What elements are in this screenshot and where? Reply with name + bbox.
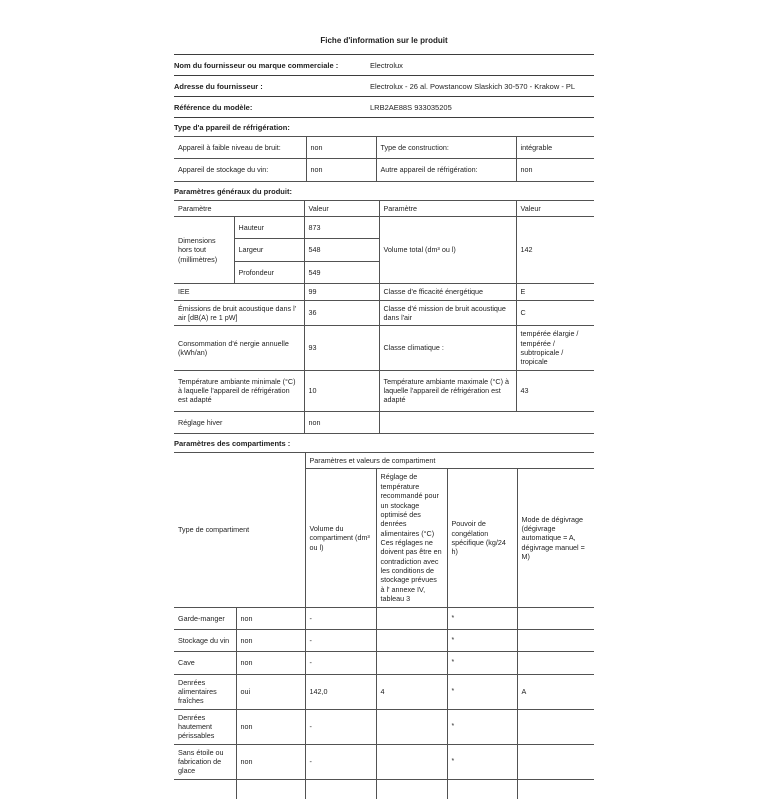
compartment-freeze: *: [447, 744, 517, 779]
model-reference-value: LRB2AE88S 933035205: [370, 97, 594, 118]
param-label: Dimensions hors tout (millimètres): [174, 217, 234, 284]
param-label: IEE: [174, 284, 304, 300]
table-row: [174, 76, 594, 97]
compartment-freeze: *: [447, 709, 517, 744]
compartment-present: non: [236, 629, 305, 651]
param-label: Appareil à faible niveau de bruit:: [174, 137, 306, 159]
compartment-freeze: *: [447, 652, 517, 674]
param-label: Autre appareil de réfrigération:: [376, 159, 516, 181]
compartment-temp: [376, 629, 447, 651]
param-label: Volume total (dm³ ou l): [379, 217, 516, 284]
model-reference-label: Référence du modèle:: [174, 97, 370, 118]
section-heading-type: Type d'a ppareil de réfrigération:: [174, 123, 290, 132]
empty-cell: [379, 411, 594, 433]
param-value: intégrable: [516, 137, 594, 159]
param-value: 10: [304, 370, 379, 411]
compartment-volume: -: [305, 607, 376, 629]
param-label: Température ambiante minimale (°C) à laquelle l'appareil de réfrigération est adapté: [174, 370, 304, 411]
supplier-name-label: Nom du fournisseur ou marque commerciale :: [174, 55, 370, 76]
supplier-address-label: Adresse du fournisseur :: [174, 76, 370, 97]
compartment-present: non: [236, 709, 305, 744]
compartment-present: non: [236, 652, 305, 674]
param-value: non: [306, 159, 376, 181]
compartment-defrost: A: [517, 674, 594, 709]
compartment-name: Denrées hautement périssables: [174, 709, 236, 744]
compartment-temp: [376, 607, 447, 629]
param-value: non: [306, 137, 376, 159]
table-row: [174, 629, 594, 651]
param-value: non: [516, 159, 594, 181]
param-label: Consommation d'é nergie annuelle (kWh/an): [174, 326, 304, 370]
compartment-temp: [376, 652, 447, 674]
supplier-name-value: Electrolux: [370, 55, 594, 76]
table-row: [174, 709, 594, 744]
supplier-info-table: [174, 55, 594, 118]
table-row-partial: [174, 779, 594, 799]
param-value: 43: [516, 370, 594, 411]
table-row: [174, 744, 594, 779]
compartment-volume: -: [305, 709, 376, 744]
compartment-defrost: [517, 709, 594, 744]
compartment-volume: -: [305, 744, 376, 779]
param-label: Appareil de stockage du vin:: [174, 159, 306, 181]
compartment-name: Denrées alimentaires fraîches: [174, 674, 236, 709]
table-row: [174, 137, 594, 159]
compartment-freeze: *: [447, 607, 517, 629]
column-header: Paramètre: [379, 200, 516, 216]
column-header: Mode de dégivrage (dégivrage automatique = A, dégivrage manuel = M): [517, 469, 594, 607]
span-column-header: Paramètres et valeurs de compartiment: [305, 453, 594, 469]
table-row: [174, 326, 594, 370]
compartment-volume: 142,0: [305, 674, 376, 709]
param-label: Classe d'e fficacité énergétique: [379, 284, 516, 300]
compartment-volume: -: [305, 652, 376, 674]
table-row: [174, 652, 594, 674]
table-row: [174, 411, 594, 433]
empty-cell: [305, 779, 376, 799]
dimension-value: 873: [304, 217, 379, 239]
param-label: Classe d'é mission de bruit acoustique dans l'air: [379, 300, 516, 326]
section-heading-general: Paramètres généraux du produit:: [174, 186, 292, 196]
table-row: [174, 200, 594, 216]
column-header: Réglage de température recommandé pour un stockage optimisé des denrées alimentaires (°C) Ces réglages ne doivent pas être en contradiction avec les conditions de stockage prévues à l' annexe IV, tableau 3: [376, 469, 447, 607]
dimension-name: Profondeur: [234, 261, 304, 283]
param-value: E: [516, 284, 594, 300]
table-row: [174, 284, 594, 300]
dimension-name: Largeur: [234, 239, 304, 261]
compartment-defrost: [517, 652, 594, 674]
dimension-name: Hauteur: [234, 217, 304, 239]
table-row: [174, 97, 594, 118]
compartment-temp: [376, 709, 447, 744]
supplier-address-value: Electrolux - 26 al. Powstancow Slaskich 30-570 - Krakow - PL: [370, 76, 594, 97]
table-row: [174, 370, 594, 411]
param-label: Classe climatique :: [379, 326, 516, 370]
param-value: non: [304, 411, 379, 433]
column-header: Pouvoir de congélation spécifique (kg/24 h): [447, 469, 517, 607]
compartment-name: Stockage du vin: [174, 629, 236, 651]
compartment-name: Garde-manger: [174, 607, 236, 629]
compartment-name: Cave: [174, 652, 236, 674]
empty-cell: [517, 779, 594, 799]
param-value: 142: [516, 217, 594, 284]
compartment-temp: [376, 744, 447, 779]
table-row: [174, 217, 594, 239]
dimension-value: 549: [304, 261, 379, 283]
table-row: [174, 453, 594, 469]
compartment-freeze: *: [447, 674, 517, 709]
compartment-freeze: *: [447, 629, 517, 651]
compartment-defrost: [517, 629, 594, 651]
type-table: [174, 136, 594, 182]
param-value: tempérée élargie / tempérée / subtropicale / tropicale: [516, 326, 594, 370]
compartment-volume: -: [305, 629, 376, 651]
product-fiche-document: [174, 0, 594, 799]
column-header: Paramètre: [174, 200, 304, 216]
table-row: [174, 159, 594, 181]
page-title: Fiche d'information sur le produit: [174, 36, 594, 55]
param-label: Réglage hiver: [174, 411, 304, 433]
param-value: C: [516, 300, 594, 326]
compartment-name: Sans étoile ou fabrication de glace: [174, 744, 236, 779]
param-label: Type de construction:: [376, 137, 516, 159]
table-row: [174, 300, 594, 326]
empty-cell: [174, 779, 236, 799]
empty-cell: [376, 779, 447, 799]
dimension-value: 548: [304, 239, 379, 261]
compartment-defrost: [517, 744, 594, 779]
compartment-present: non: [236, 744, 305, 779]
table-row: [174, 55, 594, 76]
param-label: Température ambiante maximale (°C) à laquelle l'appareil de réfrigération est adapté: [379, 370, 516, 411]
param-label: Émissions de bruit acoustique dans l' air [dB(A) re 1 pW]: [174, 300, 304, 326]
param-value: 99: [304, 284, 379, 300]
table-row: [174, 607, 594, 629]
compartment-present: oui: [236, 674, 305, 709]
section-heading-compartments: Paramètres des compartiments :: [174, 439, 291, 449]
param-value: 36: [304, 300, 379, 326]
compartments-table: [174, 452, 594, 799]
general-parameters-table: [174, 200, 594, 434]
table-row: [174, 674, 594, 709]
column-header: Valeur: [304, 200, 379, 216]
compartment-defrost: [517, 607, 594, 629]
empty-cell: [236, 779, 305, 799]
empty-cell: [447, 779, 517, 799]
compartment-temp: 4: [376, 674, 447, 709]
column-header: Volume du compartiment (dm³ ou l): [305, 469, 376, 607]
column-header: Valeur: [516, 200, 594, 216]
compartment-present: non: [236, 607, 305, 629]
param-value: 93: [304, 326, 379, 370]
column-header: Type de compartiment: [174, 453, 305, 607]
